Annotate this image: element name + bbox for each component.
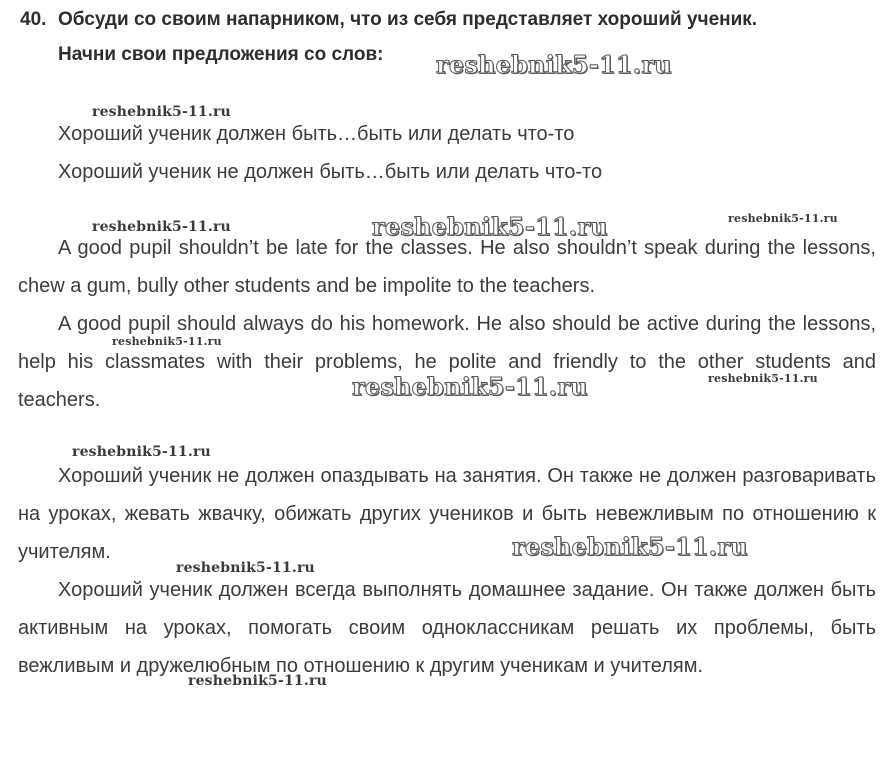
english-paragraph-2-text: A good pupil should always do his homework. He also should be active during the lessons, help his classmates with their problems, he polite and friendly to the other students and teachers. bbox=[18, 313, 876, 411]
english-paragraph-2 bbox=[18, 305, 876, 419]
watermark: reshebnik5-11.ru bbox=[176, 560, 315, 576]
english-paragraph-1-text: A good pupil shouldn’t be late for the classes. He also shouldn’t speak during the lessons, chew a gum, bully other students and be impolite to the teachers. bbox=[18, 237, 876, 297]
task-text: Обсуди со своим напарником, что из себя представляет хороший ученик. bbox=[58, 9, 758, 30]
russian-paragraph-2 bbox=[18, 571, 876, 685]
watermark: reshebnik5-11.ru bbox=[112, 335, 222, 348]
watermark: reshebnik5-11.ru bbox=[708, 372, 818, 385]
watermark: reshebnik5-11.ru bbox=[72, 444, 211, 460]
watermark: reshebnik5-11.ru bbox=[512, 532, 748, 561]
prompt-should-not: Хороший ученик не должен быть…быть или делать что-то bbox=[58, 161, 603, 183]
watermark: reshebnik5-11.ru bbox=[92, 104, 231, 120]
watermark: reshebnik5-11.ru bbox=[372, 212, 608, 241]
watermark: reshebnik5-11.ru bbox=[92, 219, 231, 235]
watermark: reshebnik5-11.ru bbox=[728, 212, 838, 225]
prompt-should: Хороший ученик должен быть…быть или делать что-то bbox=[58, 123, 575, 145]
watermark: reshebnik5-11.ru bbox=[352, 372, 588, 401]
russian-paragraph-1-text: Хороший ученик не должен опаздывать на занятия. Он также не должен разговаривать на уроках, жевать жвачку, обижать других учеников и быть невежливым по отношению к учителям. bbox=[18, 465, 876, 563]
watermark: reshebnik5-11.ru bbox=[188, 673, 327, 689]
task-heading bbox=[20, 6, 880, 34]
watermark: reshebnik5-11.ru bbox=[436, 50, 672, 79]
task-instruction: Начни свои предложения со слов: bbox=[58, 44, 384, 65]
task-number: 40. bbox=[20, 9, 47, 30]
russian-paragraph-2-text: Хороший ученик должен всегда выполнять домашнее задание. Он также должен быть активным на уроках, помогать своим одноклассникам решать их проблемы, быть вежливым и дружелюбным по отношению к другим ученикам и учителям. bbox=[18, 579, 876, 677]
